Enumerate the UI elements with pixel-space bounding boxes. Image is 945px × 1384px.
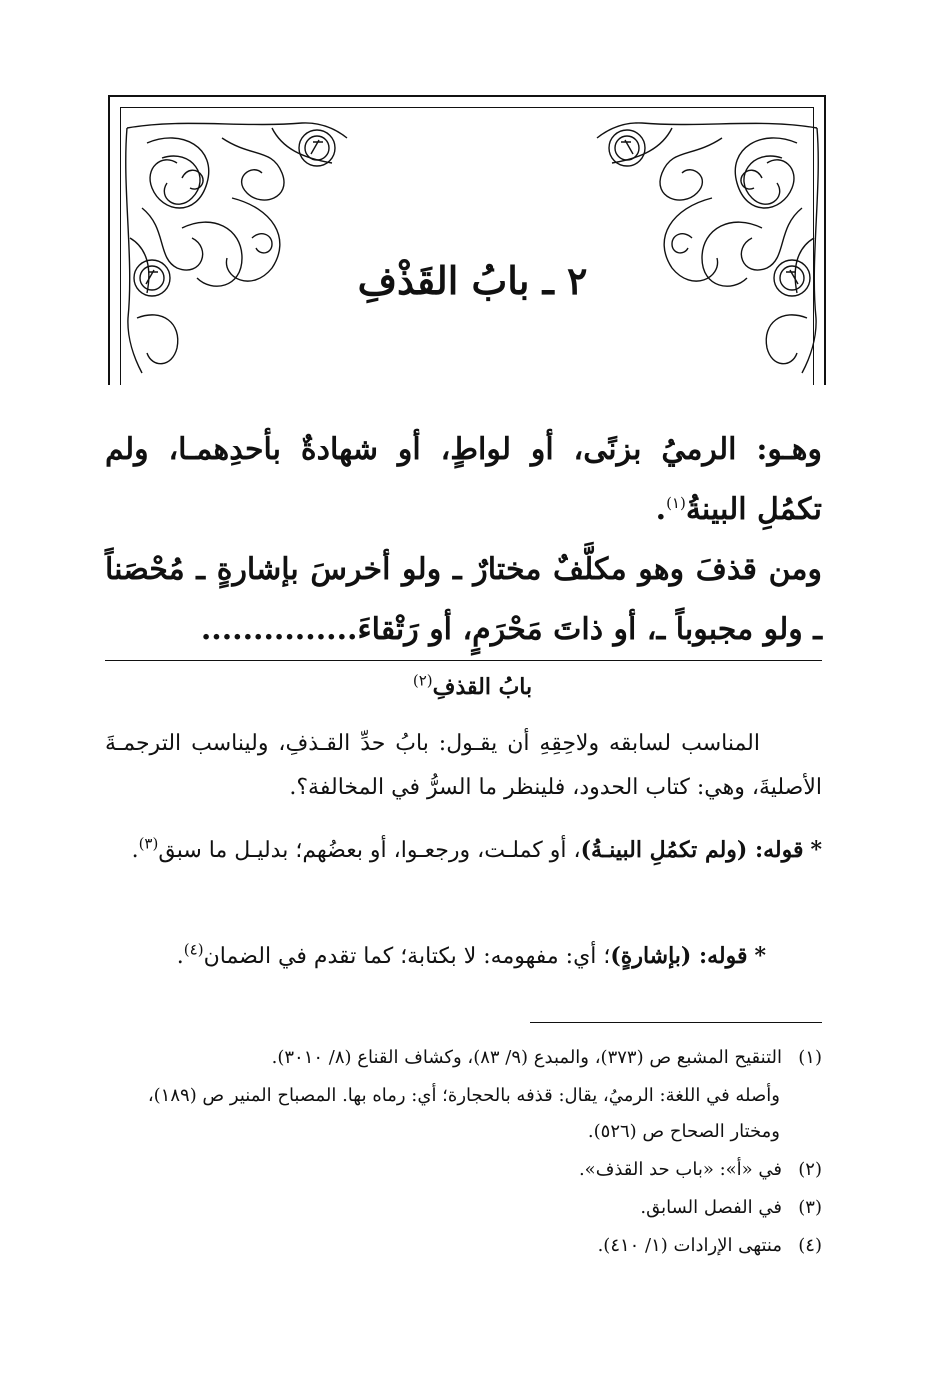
footnote-number: (٣) xyxy=(798,1197,822,1218)
matn-text: ومن قذفَ وهو مكلَّفٌ مختارٌ ـ ولو أخرسَ بإشارةٍ ـ مُحْصَناً ـ ولو مجبوباً ـ، أو ذاتَ مَحْرَمٍ، أو رَتْقاءَ xyxy=(105,552,822,647)
sharh-end: . xyxy=(131,838,139,863)
matn-text: وهـو: الرميُ بزنًى، أو لواطٍ، أو شهادةٌ بأحدِهمـا، ولم تكمُلِ البينةُ xyxy=(105,432,822,527)
sharh-paragraph-1: المناسب لسابقه ولاحِقِهِ أن يقـول: بابُ حدِّ القـذفِ، وليناسب الترجمـةَ الأصليةَ، وهي: كتاب الحدود، فلينظر ما السرُّ في المخالفة؟. xyxy=(105,731,822,800)
bullet-star: * xyxy=(754,943,766,969)
matn-paragraph-definition xyxy=(105,420,822,540)
footnote-item xyxy=(105,1040,822,1076)
footnotes-divider xyxy=(530,1022,822,1023)
sharh-paragraph-2 xyxy=(105,828,822,873)
footnote-text: في الفصل السابق. xyxy=(640,1197,782,1218)
matn-continuation-dots: ............... xyxy=(200,612,358,647)
matn-paragraph-conditions xyxy=(105,540,822,660)
arabesque-corner-ornament-right-icon xyxy=(592,118,822,378)
matn-end: . xyxy=(655,492,667,527)
footnote-item xyxy=(105,1078,822,1150)
matn-sharh-divider xyxy=(105,660,822,661)
footnotes xyxy=(105,1040,822,1266)
footnote-ref[interactable]: (٣) xyxy=(138,834,159,853)
chapter-title: ٢ ـ بابُ القَذْفِ xyxy=(357,258,588,303)
footnote-number: (٤) xyxy=(798,1235,822,1256)
footnote-item xyxy=(105,1190,822,1226)
footnote-text: التنقيح المشبع ص (٣٧٣)، والمبدع (٩/ ٨٣)، وكشاف القناع (٨/ ٣٠١٠). xyxy=(271,1047,782,1068)
footnote-number: (٢) xyxy=(798,1159,822,1180)
sharh-text: ، أو كملـت، ورجعـوا، أو بعضُهم؛ بدليـل ما سبق xyxy=(158,838,581,863)
footnote-number: (١) xyxy=(798,1047,822,1068)
footnote-item xyxy=(105,1228,822,1264)
sharh-paragraph-3 xyxy=(105,934,822,979)
footnote-ref[interactable]: (٤) xyxy=(183,940,204,959)
arabesque-corner-ornament-left-icon xyxy=(122,118,352,378)
sharh-quote-lead: قوله: (بإشارةٍ) xyxy=(610,943,748,969)
footnote-text: في «أ»: «باب حد القذف». xyxy=(578,1159,782,1180)
footnote-ref[interactable]: (١) xyxy=(666,494,686,512)
footnote-item xyxy=(105,1152,822,1188)
sharh-heading-text: بابُ القذفِ xyxy=(432,674,533,700)
sharh-quote-lead: قوله: (ولم تكمُلِ البينـةُ) xyxy=(580,837,804,863)
sharh-heading xyxy=(0,671,945,700)
footnote-text: منتهى الإرادات (١/ ٤١٠). xyxy=(597,1235,782,1256)
footnote-text: وأصله في اللغة: الرميُ، يقال: قذفه بالحجارة؛ أي: رماه بها. المصباح المنير ص (١٨٩)، ومختار الصحاح ص (٥٢٦). xyxy=(147,1085,780,1142)
sharh-text: ؛ أي: مفهومه: لا بكتابة؛ كما تقدم في الضمان xyxy=(203,944,611,969)
footnote-ref[interactable]: (٢) xyxy=(412,671,433,690)
sharh-end: . xyxy=(176,944,184,969)
bullet-star: * xyxy=(810,837,822,863)
